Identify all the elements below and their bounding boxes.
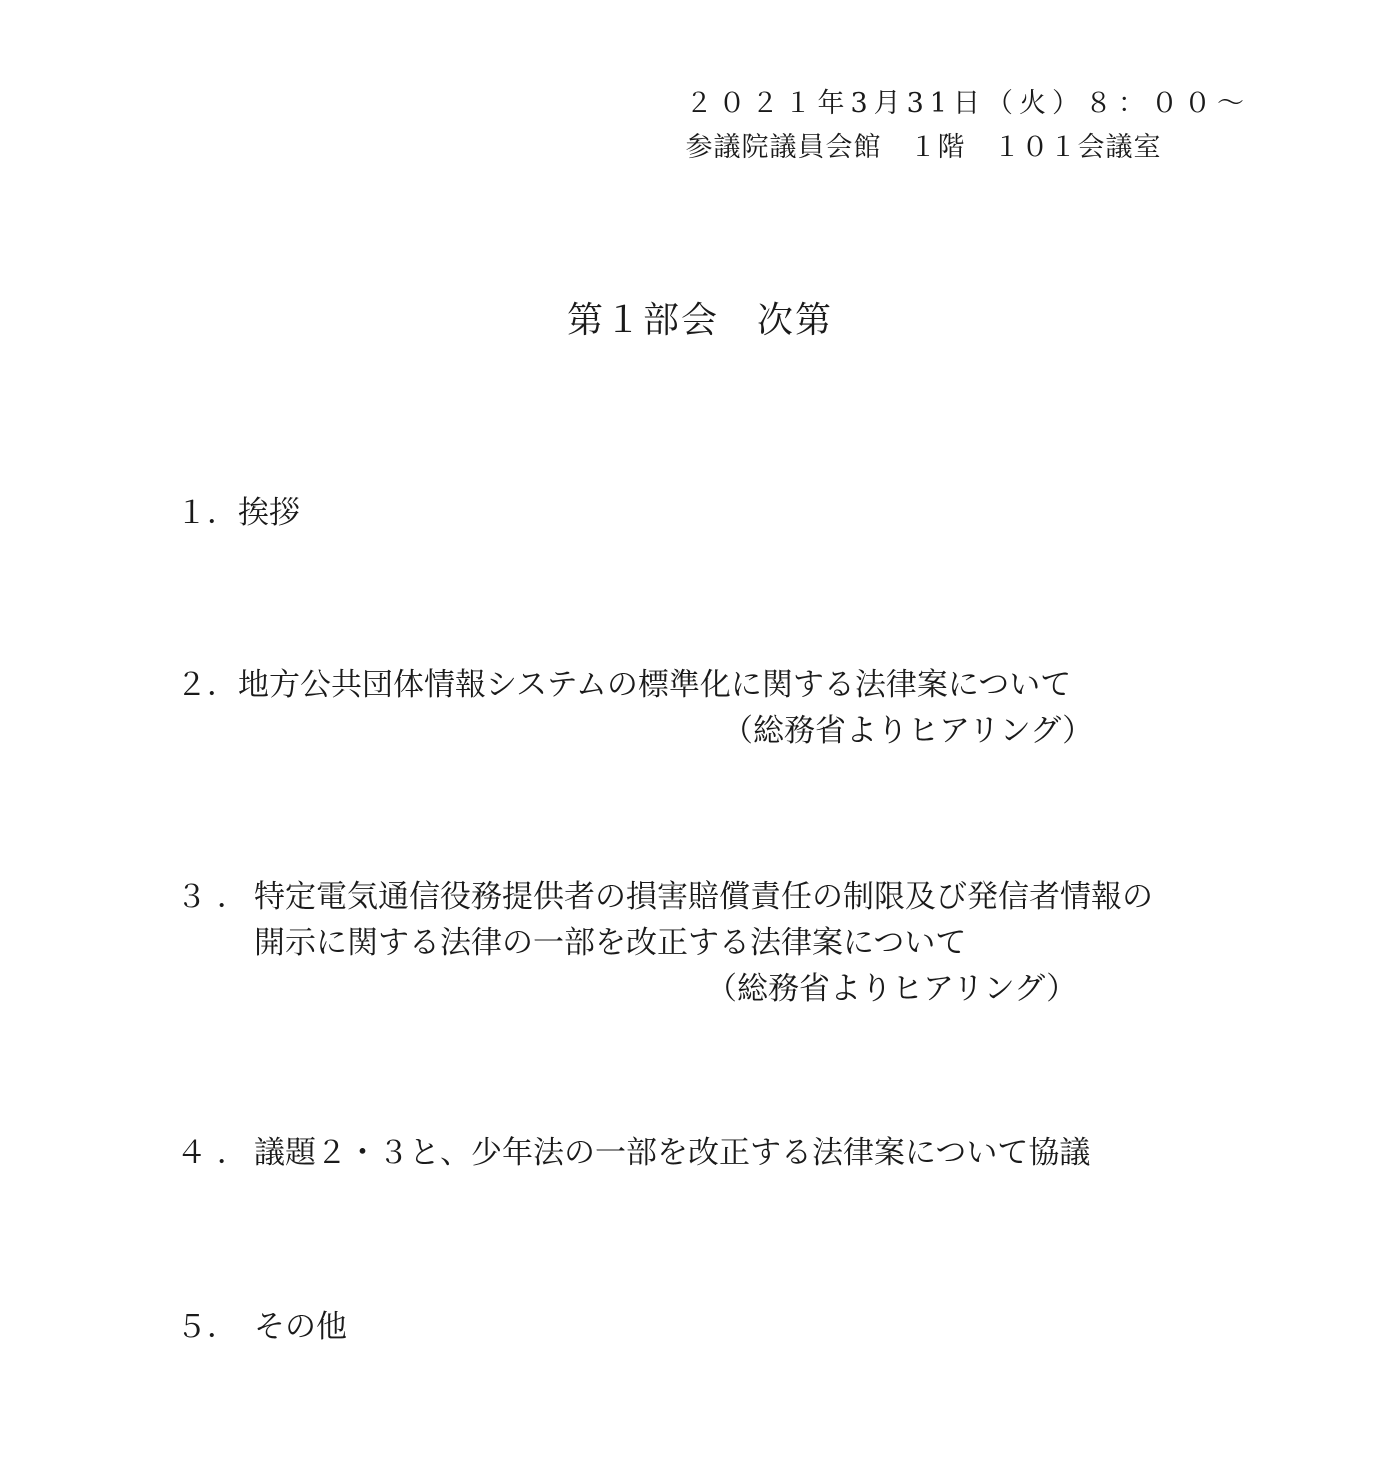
agenda-item-text: 議題２・３と、少年法の一部を改正する法律案について協議 <box>254 1135 1091 1171</box>
agenda-item-number: １． <box>176 495 238 531</box>
meeting-info <box>685 82 1250 170</box>
meeting-venue: 参議院議員会館 １階 １０１会議室 <box>685 132 1162 163</box>
agenda-item-number: ３ ． <box>176 879 248 915</box>
agenda-item-note: （総務省よりヒアリング） <box>706 971 1078 1007</box>
agenda-item-number: ４ ． <box>176 1135 248 1171</box>
agenda-item-text: その他 <box>254 1309 347 1345</box>
agenda-item-note: （総務省よりヒアリング） <box>722 713 1094 749</box>
agenda-item-2 <box>176 662 1094 749</box>
document-title: 第１部会 次第 <box>566 300 833 341</box>
agenda-item-text-line2: 開示に関する法律の一部を改正する法律案について <box>254 925 967 961</box>
agenda-item-4 <box>176 1130 1090 1176</box>
agenda-item-5 <box>176 1304 347 1350</box>
agenda-item-1 <box>176 490 300 536</box>
agenda-item-number: ５． <box>176 1309 238 1345</box>
agenda-item-text: 地方公共団体情報システムの標準化に関する法律案について <box>238 667 1072 703</box>
agenda-item-number: ２． <box>176 667 238 703</box>
meeting-date-time: ２０２１年3月31日（火）８：００～ <box>685 88 1250 119</box>
agenda-item-text: 挨拶 <box>238 495 300 531</box>
agenda-item-3 <box>176 874 1153 1007</box>
agenda-item-text: 特定電気通信役務提供者の損害賠償責任の制限及び発信者情報の <box>254 879 1153 915</box>
